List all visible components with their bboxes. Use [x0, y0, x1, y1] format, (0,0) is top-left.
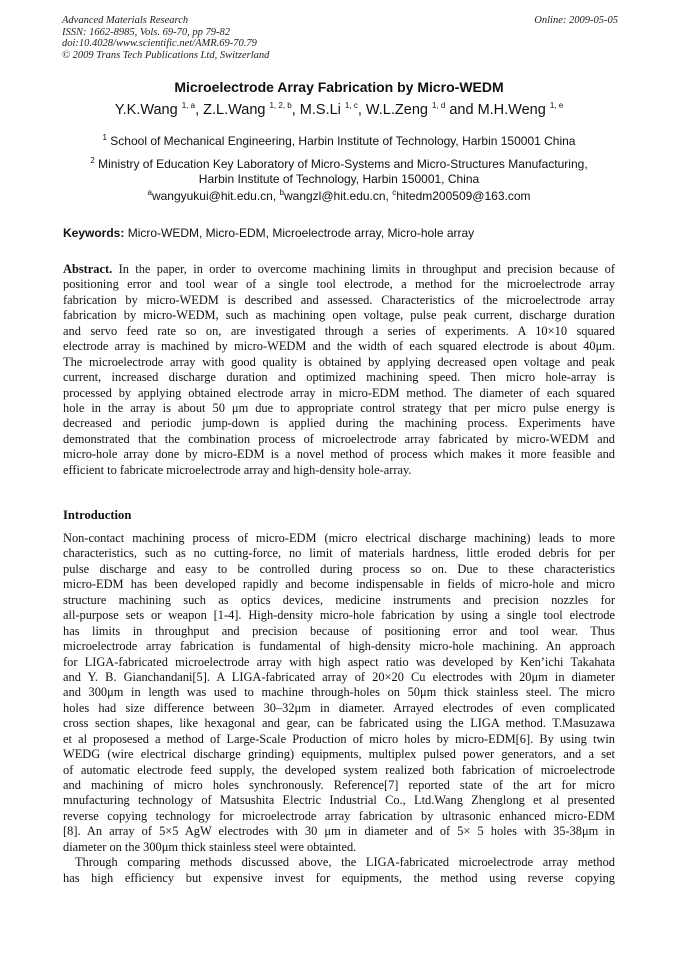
abstract-line: fabrication by micro-WEDM, such as machining open voltage, pulse peak current, discharge duration: [63, 308, 615, 323]
author-list: [0, 101, 678, 118]
abstract-label: Abstract.: [63, 262, 113, 276]
author-name: M.H.Weng: [477, 101, 546, 118]
email-sup: b: [279, 188, 284, 197]
abstract-line: hole in the array is about 50 μm due to appropriate control strategy that per micro pulse energy is: [63, 400, 615, 415]
intro-line: has limits in throughput and precision because of positioning error and tool wear. Thus: [63, 623, 615, 638]
intro-line: holes had size difference between 30–32μm in diameter. Arrayed electrodes of even complicated: [63, 700, 615, 715]
author-affil-sup: 1, e: [549, 101, 564, 110]
abstract-line: demonstrated that the combination process of microelectrode array fabricated by micro-WEDM and: [63, 431, 615, 446]
abstract-line: fabrication by micro-WEDM is described and assessed. Characteristics of the microelectrode array: [63, 292, 615, 307]
intro-line: et al proposesed a method of Large-Scale Production of micro holes by micro-EDM[6]. By using twin: [63, 731, 615, 746]
affiliation-2: [0, 153, 678, 187]
affiliation-text: Ministry of Education Key Laboratory of Micro-Systems and Micro-Structures Manufacturing,: [98, 157, 588, 171]
keywords-line: [63, 226, 623, 240]
intro-line: mnufacturing technology of Matsushita Electric Industrial Co., Ltd.Wang Zhenglong et al presented: [63, 793, 615, 808]
abstract-line: Abstract. In the paper, in order to overcome machining limits in throughput and precision because of: [63, 262, 615, 276]
issn-line: ISSN: 1662-8985, Vols. 69-70, pp 79-82: [62, 26, 230, 38]
email-link[interactable]: wangyukui@hit.edu.cn,: [151, 189, 280, 203]
intro-line: for LIGA-fabricated microelectrode array with high aspect ratio was developed by Ken’ichi Takahata: [63, 654, 615, 669]
intro-line: micro-EDM has been developed rapidly and become indispensable in fields of micro-hole and micro: [63, 577, 615, 592]
keywords-text: Micro-WEDM, Micro-EDM, Microelectrode array, Micro-hole array: [124, 226, 475, 240]
abstract-line: processed by applying obtained electrode array in micro-EDM method. The diameter of each squared: [63, 385, 615, 400]
intro-line: cross section shapes, like hexagonal and gear, can be fabricated using the LIGA method. T.Masuzawa: [63, 716, 615, 731]
email-sup: a: [147, 188, 152, 197]
section-heading: Introduction: [63, 508, 132, 522]
abstract-line: decreased and periodic jump-down is applied during the machining process. Experiments have: [63, 416, 615, 431]
paper-title: Microelectrode Array Fabrication by Micro-WEDM: [174, 79, 504, 95]
online-date: Online: 2009-05-05: [534, 15, 618, 26]
affiliation-text: Harbin Institute of Technology, Harbin 150001, China: [198, 172, 480, 186]
intro-line: and 300μm in length was used to machine through-holes on 50μm thick stainless steel. The micro: [63, 685, 615, 700]
doi-line: doi:10.4028/www.scientific.net/AMR.69-70.79: [62, 38, 257, 49]
email-link[interactable]: wangzl@hit.edu.cn,: [283, 189, 393, 203]
abstract-line: current, increased discharge duration and optimized machining speed. Then micro hole-array is: [63, 370, 615, 385]
journal-name: Advanced Materials Research: [62, 15, 189, 26]
email-sup: c: [392, 188, 397, 197]
author-separator: ,: [291, 101, 300, 118]
intro-line: and Y. B. Gianchandani[5]. A LIGA-fabricated array of 20×20 Cu electrodes with 20μm in diameter: [63, 669, 615, 684]
author-name: Y.K.Wang: [114, 101, 178, 118]
abstract-line: positioning error and tool wear of a single tool electrode, a method for the microelectrode array: [63, 277, 615, 292]
intro-line: Non-contact machining process of micro-EDM (micro electrical discharge machining) leads to more: [63, 531, 615, 545]
author-affil-sup: 1, a: [181, 101, 196, 110]
author-affil-sup: 1, c: [344, 101, 358, 110]
abstract-line: efficient to fabricate microelectrode array and high-density hole-array.: [63, 462, 412, 477]
journal-header: [62, 15, 618, 61]
intro-line: diameter on the 300μm thick stainless steel were obtainted.: [63, 839, 357, 854]
copyright-line: © 2009 Trans Tech Publications Ltd, Switzerland: [62, 49, 270, 61]
author-name: Z.L.Wang: [203, 101, 266, 118]
intro-line: characteristics, such as no cutting-force, no limit of materials hardness, little eroded debris for per: [63, 546, 615, 561]
author-separator: ,: [357, 101, 366, 118]
intro-line: microelectrode array fabrication is fundamental of high-density micro-hole machining. An approach: [63, 639, 615, 654]
keywords-label: Keywords:: [63, 226, 125, 240]
affiliation-sup: 2: [90, 156, 95, 165]
abstract-line: micro-hole array done by micro-EDM is a novel method of process which makes it more feasible and: [63, 447, 615, 462]
affiliation-sup: 1: [102, 133, 107, 142]
abstract: [63, 262, 615, 478]
intro-line: reverse copying technology for microelectrode array fabrication by ultrasonic enhanced micro-EDM: [63, 808, 615, 823]
introduction-body: [63, 531, 615, 886]
intro-line: all-purpose sets or weapon [1-4]. High-density micro-hole fabrication by using a single tool electrode: [63, 608, 615, 623]
abstract-line: and servo feed rate so on, are investigated through a series of experiments. A 10×10 squared: [63, 323, 615, 338]
abstract-line: electrode array is machined by micro-WEDM and the width of each squared electrode is about 40μm.: [63, 339, 615, 354]
affiliation-1: [0, 130, 678, 149]
intro-line: WEDG (wire electrical discharge grinding) equipments, multiplex pulsed power generators, and a set: [63, 747, 615, 762]
author-affil-sup: 1, d: [431, 101, 446, 110]
author-affil-sup: 1, 2, b: [269, 101, 292, 110]
abstract-line: The microelectrode array with good quality is obtained by applying decreased open voltage and peak: [63, 354, 615, 369]
intro-line: [8]. An array of 5×5 AgW electrodes with 30 μm in diameter and of 5× 5 holes with 35-38μm in: [63, 824, 615, 839]
intro-line: has high efficiency but expensive invest for equipments, the method using reverse copying: [63, 870, 615, 885]
author-name: W.L.Zeng: [365, 101, 428, 118]
intro-line: of automatic electrode feed supply, the developed system realized both fabrication of microelectrode: [63, 762, 615, 777]
intro-line: pulse discharge and easy to be controlled during process so on. Due to these characteristics: [63, 561, 615, 576]
author-emails: [0, 188, 678, 203]
author-separator: and: [445, 101, 478, 118]
intro-line: structure machining such as optics devices, medicine instruments and precision nozzles for: [63, 592, 615, 607]
author-name: M.S.Li: [299, 101, 341, 118]
intro-line: and machining of micro holes synchronously. Reference[7] reported state of the art for micro: [63, 778, 615, 792]
affiliation-text: School of Mechanical Engineering, Harbin Institute of Technology, Harbin 150001 China: [110, 134, 576, 148]
author-separator: ,: [195, 101, 204, 118]
email-link[interactable]: hitedm200509@163.com: [396, 189, 531, 203]
intro-line: Through comparing methods discussed above, the LIGA-fabricated microelectrode array method: [75, 855, 615, 870]
